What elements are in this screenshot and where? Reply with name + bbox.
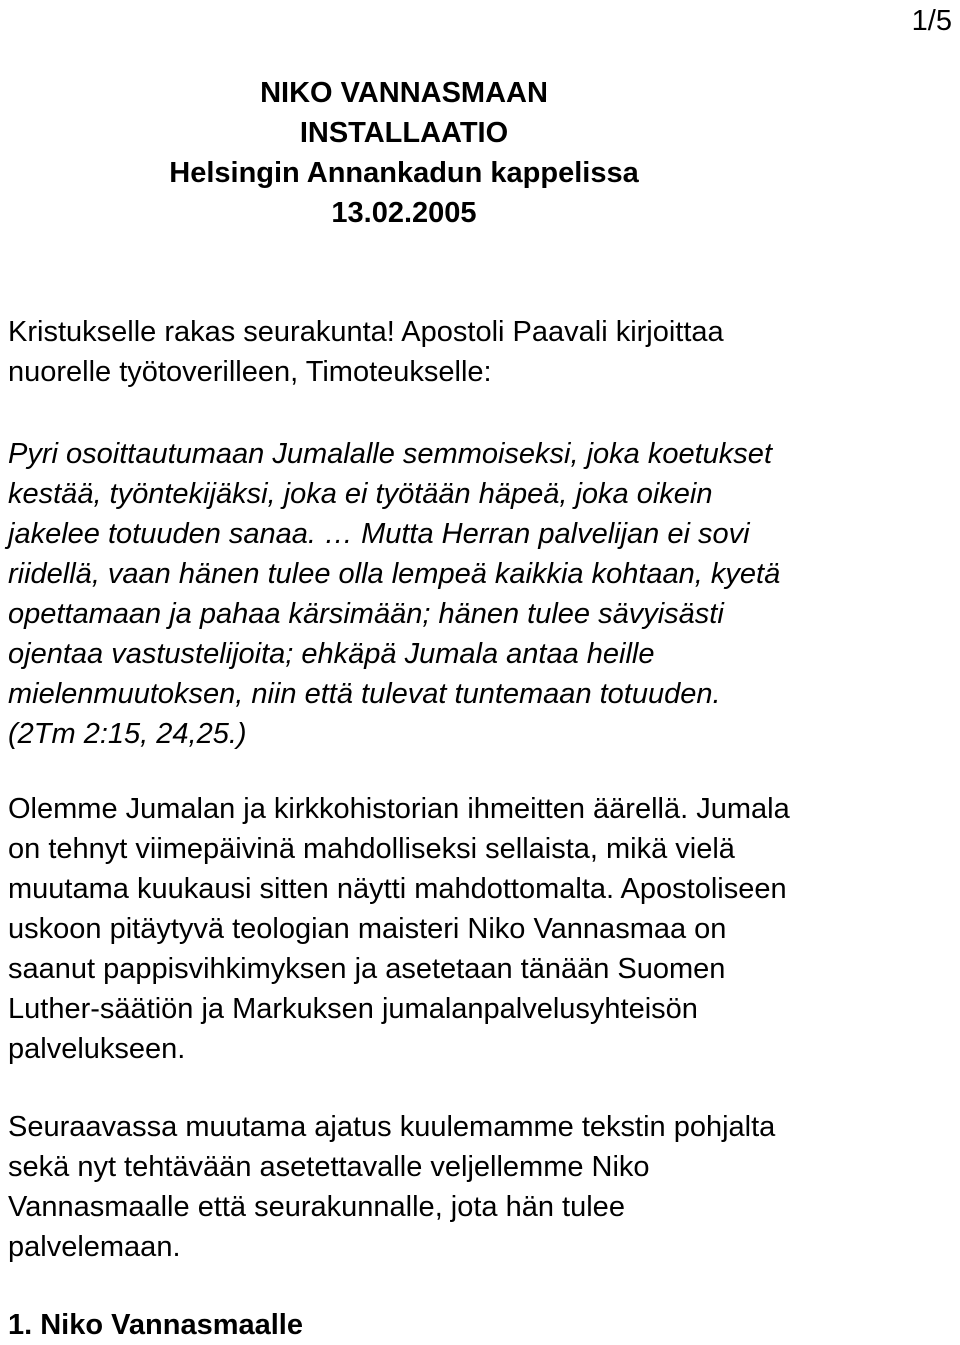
text-line: jakelee totuuden sanaa. … Mutta Herran palvelijan ei sovi <box>8 518 750 550</box>
header-title: NIKO VANNASMAAN <box>260 77 548 109</box>
text-line: Olemme Jumalan ja kirkkohistorian ihmeitten äärellä. Jumala <box>8 793 790 825</box>
text-line: mielenmuutoksen, niin että tulevat tuntemaan totuuden. <box>8 678 721 710</box>
text-line: palvelukseen. <box>8 1033 186 1065</box>
scripture-reference: (2Tm 2:15, 24,25.) <box>8 718 247 750</box>
text-line: nuorelle työtoverilleen, Timoteukselle: <box>8 356 492 388</box>
text-line: saanut pappisvihkimyksen ja asetetaan tänään Suomen <box>8 953 726 985</box>
text-line: Luther-säätiön ja Markuksen jumalanpalvelusyhteisön <box>8 993 698 1025</box>
section-heading: 1. Niko Vannasmaalle <box>8 1309 303 1341</box>
text-line: Vannasmaalle että seurakunnalle, jota hän tulee <box>8 1191 625 1223</box>
document-header <box>8 73 800 233</box>
page-number: 1/5 <box>911 5 952 37</box>
text-line: Pyri osoittautumaan Jumalalle semmoiseksi, joka koetukset <box>8 438 772 470</box>
body-paragraph-2 <box>8 789 952 1069</box>
text-line: kestää, työntekijäksi, joka ei työtään häpeä, joka oikein <box>8 478 713 510</box>
scripture-quote <box>8 434 952 754</box>
text-line: sekä nyt tehtävään asetettavalle veljellemme Niko <box>8 1151 650 1183</box>
text-line: muutama kuukausi sitten näytti mahdottomalta. Apostoliseen <box>8 873 787 905</box>
text-line: ojentaa vastustelijoita; ehkäpä Jumala antaa heille <box>8 638 655 670</box>
intro-paragraph <box>8 312 952 392</box>
text-line: riidellä, vaan hänen tulee olla lempeä kaikkia kohtaan, kyetä <box>8 558 781 590</box>
text-line: on tehnyt viimepäivinä mahdolliseksi sellaista, mikä vielä <box>8 833 735 865</box>
header-subtitle: INSTALLAATIO <box>299 117 509 149</box>
text-line: Kristukselle rakas seurakunta! Apostoli Paavali kirjoittaa <box>8 316 724 348</box>
header-location: Helsingin Annankadun kappelissa <box>169 157 639 189</box>
text-line: uskoon pitäytyvä teologian maisteri Niko Vannasmaa on <box>8 913 727 945</box>
text-line: palvelemaan. <box>8 1231 181 1263</box>
body-paragraph-3 <box>8 1107 952 1267</box>
header-date: 13.02.2005 <box>331 197 477 229</box>
text-line: Seuraavassa muutama ajatus kuulemamme tekstin pohjalta <box>8 1111 776 1143</box>
text-line: opettamaan ja pahaa kärsimään; hänen tulee sävyisästi <box>8 598 724 630</box>
